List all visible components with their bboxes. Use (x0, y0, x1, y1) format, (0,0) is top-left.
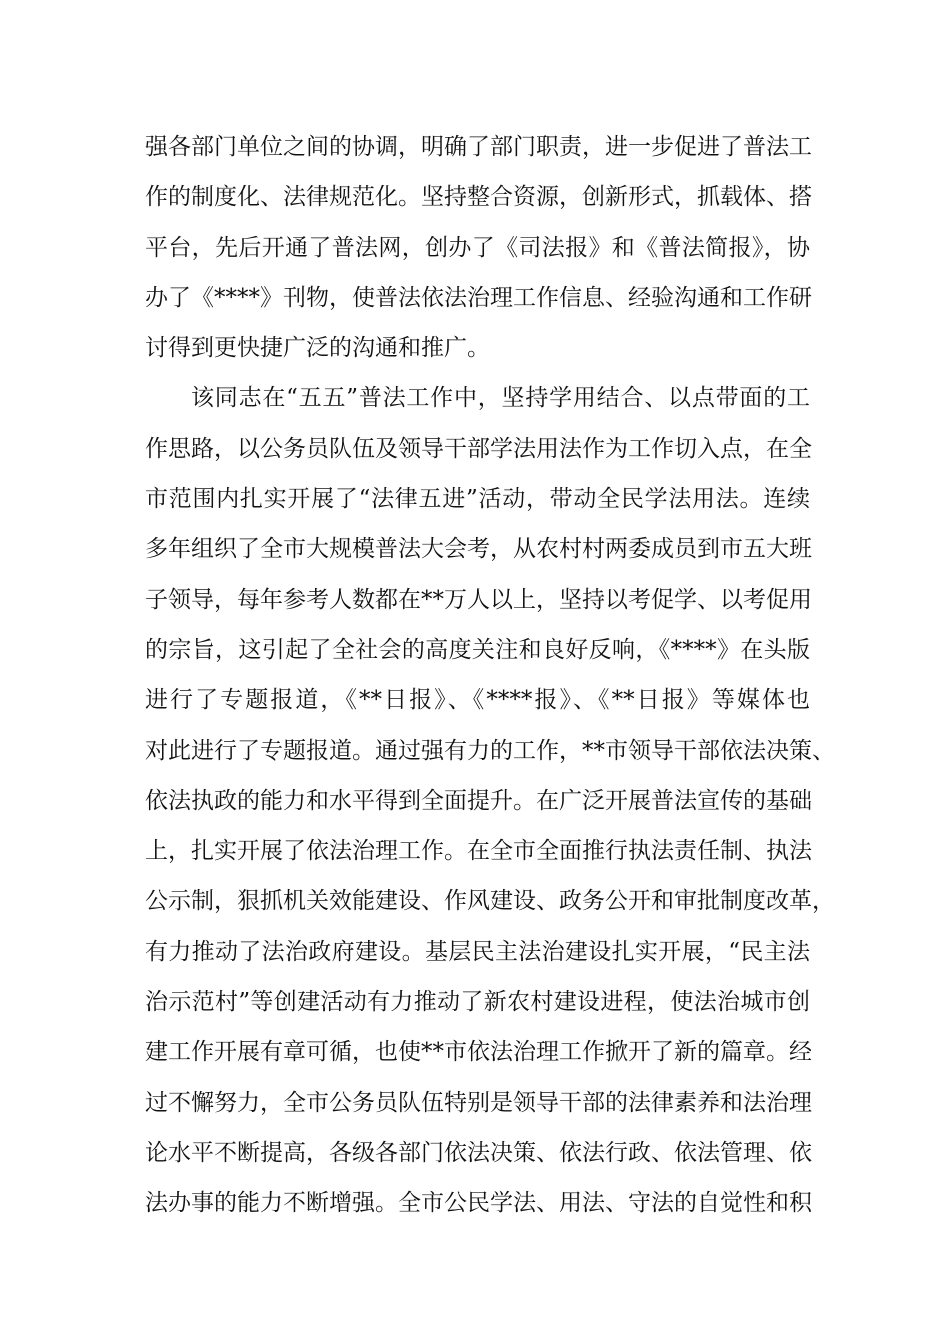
text-line: 平台，先后开通了普法网，创办了《司法报》和《普法简报》，协 (145, 234, 810, 261)
text-line: 对此进行了专题报道。通过强有力的工作，**市领导干部依法决策、 (145, 737, 835, 764)
text-line: 过不懈努力，全市公务员队伍特别是领导干部的法律素养和法治理 (145, 1089, 812, 1116)
text-line: 市范围内扎实开展了“法律五进”活动，带动全民学法用法。连续 (145, 486, 810, 513)
text-line: 的宗旨，这引起了全社会的高度关注和良好反响，《****》在头版 (145, 636, 810, 663)
text-line: 讨得到更快捷广泛的沟通和推广。 (145, 335, 490, 362)
text-line: 法办事的能力不断增强。全市公民学法、用法、守法的自觉性和积 (145, 1190, 812, 1217)
text-line: 建工作开展有章可循，也使**市依法治理工作掀开了新的篇章。经 (145, 1039, 812, 1066)
text-line: 依法执政的能力和水平得到全面提升。在广泛开展普法宣传的基础 (145, 787, 812, 814)
text-line: 有力推动了法治政府建设。基层民主法治建设扎实开展，“民主法 (145, 938, 810, 965)
document-body (145, 122, 835, 1229)
text-line: 强各部门单位之间的协调，明确了部门职责，进一步促进了普法工 (145, 134, 812, 160)
text-line: 作思路，以公务员队伍及领导干部学法用法作为工作切入点，在全 (145, 435, 812, 462)
text-line: 论水平不断提高，各级各部门依法决策、依法行政、依法管理、依 (145, 1139, 812, 1166)
text-line: 作的制度化、法律规范化。坚持整合资源，创新形式，抓载体、搭 (145, 184, 812, 211)
text-line: 子领导，每年参考人数都在**万人以上，坚持以考促学、以考促用 (145, 586, 812, 613)
text-line: 进行了专题报道，《**日报》、《****报》、《**日报》等媒体也 (145, 687, 810, 714)
text-line-first: 该同志在“五五”普法工作中，坚持学用结合、以点带面的工 (191, 385, 810, 412)
text-line: 多年组织了全市大规模普法大会考，从农村村两委成员到市五大班 (145, 536, 812, 563)
text-line: 治示范村”等创建活动有力推动了新农村建设进程，使法治城市创 (145, 989, 810, 1016)
text-line: 公示制，狠抓机关效能建设、作风建设、政务公开和审批制度改革， (145, 888, 835, 915)
paragraph-2 (145, 373, 835, 1228)
text-line: 办了《****》刊物，使普法依法治理工作信息、经验沟通和工作研 (145, 284, 812, 311)
paragraph-1 (145, 122, 810, 373)
text-line: 上，扎实开展了依法治理工作。在全市全面推行执法责任制、执法 (145, 838, 812, 865)
